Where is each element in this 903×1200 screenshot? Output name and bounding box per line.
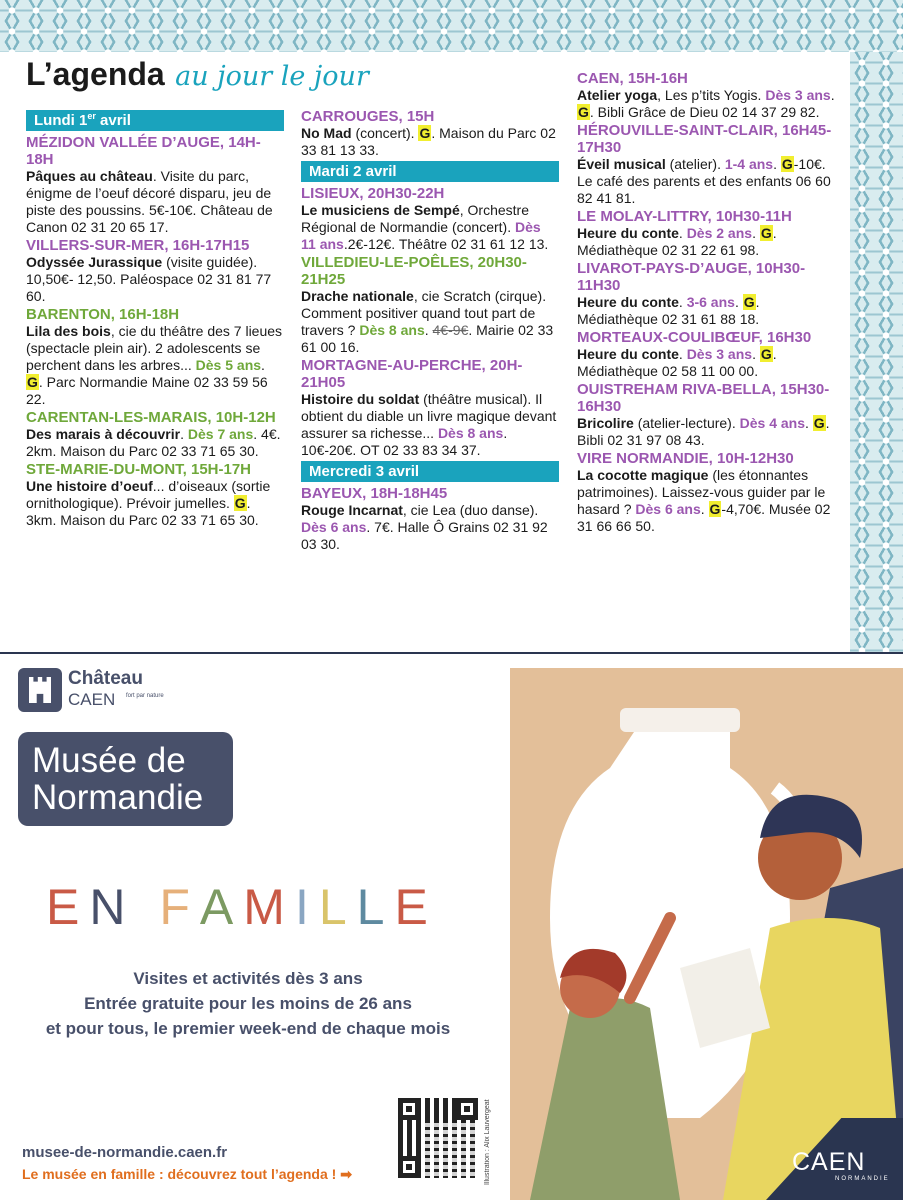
agenda-title-script: au jour le jour [175,61,369,92]
event-location-time: MÉZIDON VALLÉE D’AUGE, 14H-18H [26,134,261,168]
age-label: 3-6 ans [686,294,735,310]
age-label: Dès 8 ans [359,322,425,338]
event-location-time: HÉROUVILLE-SAINT-CLAIR, 16H45-17H30 [577,122,832,156]
event-description: Bricolire (atelier-lecture). Dès 4 ans. G. Bibli 02 31 97 08 43. [577,415,830,448]
free-badge: G [234,495,246,511]
event-location-time: BAYEUX, 18H-18H45 [301,485,448,502]
famille-letter: M [243,879,295,935]
event-title: La cocotte magique [577,467,709,483]
event-title: Odyssée Jurassique [26,254,163,270]
event-location-time: VILLEDIEU-LE-POÊLES, 20H30-21H25 [301,254,527,288]
arrow-right-icon: ➡ [340,1166,353,1182]
free-badge: G [781,156,793,172]
event-title: Heure du conte [577,346,679,362]
castle-icon [18,668,62,712]
event-title: Le musiciens de Sempé [301,202,460,218]
agenda-column-3 [577,70,843,536]
famille-letter: I [294,879,319,935]
free-badge: G [813,415,825,431]
age-label: Dès 4 ans [739,415,805,431]
event-title: Lila des bois [26,323,111,339]
event-title: Histoire du soldat [301,391,420,407]
age-label: Dès 11 ans [301,219,541,252]
event-description: Odyssée Jurassique (visite guidée). 10,50€- 12,50. Paléospace 02 31 81 77 60. [26,254,272,304]
tagline-line-1: Visites et activités dès 3 ans [133,969,363,988]
event-location-time: MORTAGNE-AU-PERCHE, 20H-21H05 [301,357,523,391]
illustration-credit: Illustration : Alix Lauvergeat [484,1099,491,1185]
famille-letter: F [159,879,200,935]
day-header: Mercredi 3 avril [301,461,559,482]
event-description: La cocotte magique (les étonnantes patrimoines). Laissez-vous guider par le hasard ? Dès 6 ans. G-4,70€. Musée 02 31 66 66 50. [577,467,831,534]
event-location-time: CARROUGES, 15H [301,108,435,125]
event-title: No Mad [301,125,352,141]
free-badge: G [760,346,772,362]
tagline-line-3: et pour tous, le premier week-end de chaque mois [45,1019,451,1038]
event-description: Lila des bois, cie du théâtre des 7 lieues (spectacle plein air). 2 adolescents se perchent dans les arbres... Dès 5 ans. G. Parc Normandie Maine 02 33 59 56 22. [26,323,283,407]
event-location-time: MORTEAUX-COULIBŒUF, 16H30 [577,329,812,346]
en-famille-heading [46,878,438,936]
event-title: Atelier yoga [577,87,658,103]
event-title: Pâques au château [26,168,153,184]
event-location-time: CAEN, 15H-16H [577,70,688,87]
famille-letter: E [46,879,90,935]
vase-rim [620,708,740,732]
famille-letter: N [89,879,136,935]
free-badge: G [743,294,755,310]
famille-letter [135,878,159,936]
famille-letter: E [394,879,438,935]
agenda-cta-link[interactable] [22,1166,352,1183]
age-label: Dès 2 ans [686,225,753,241]
caen-logo-subtext: NORMANDIE [835,1176,890,1182]
famille-letter: A [199,879,244,935]
website-link[interactable]: musee-de-normandie.caen.fr [22,1144,228,1161]
event-title: Heure du conte [577,294,679,310]
event-description: Histoire du soldat (théâtre musical). Il obtient du diable un livre magique devant assurer sa richesse... Dès 8 ans. 10€-20€. OT 02 33 83 34 37. [301,391,557,458]
price-strikethrough: 4€-9€ [432,322,469,338]
free-badge: G [419,125,431,141]
event-description: Éveil musical (atelier). 1-4 ans. G-10€. Le café des parents et des enfants 06 60 82 41 81. [577,156,831,206]
event-location-time: VILLERS-SUR-MER, 16H-17H15 [26,237,250,254]
qr-code[interactable] [398,1098,478,1178]
event-description: Drache nationale, cie Scratch (cirque). Comment positiver quand tout part de travers ? Dès 8 ans. 4€-9€. Mairie 02 33 61 00 16. [301,288,554,355]
event-title: Drache nationale [301,288,414,304]
event-title: Des marais à découvrir [26,426,181,442]
event-location-time: VIRE NORMANDIE, 10H-12H30 [577,450,794,467]
agenda-title [26,56,369,100]
event-title: Une histoire d’oeuf [26,478,153,494]
event-description: Heure du conte. 3-6 ans. G. Médiathèque 02 31 61 88 18. [577,294,760,327]
age-label: Dès 6 ans [301,519,367,535]
day-header: Mardi 2 avril [301,161,559,182]
age-label: 1-4 ans [724,156,774,172]
event-title: Rouge Incarnat [301,502,403,518]
chateau-caen-logo[interactable] [18,668,164,714]
logo-name: Château [68,668,143,689]
event-location-time: LIVAROT-PAYS-D’AUGE, 10H30-11H30 [577,260,806,294]
event-title: Bricolire [577,415,634,431]
event-location-time: LE MOLAY-LITTRY, 10H30-11H [577,208,792,225]
event-location-time: LISIEUX, 20H30-22H [301,185,445,202]
decorative-pattern-top [0,0,903,52]
event-description: Une histoire d’oeuf... d’oiseaux (sortie ornithologique). Prévoir jumelles. G. 3km. Maison du Parc 02 33 71 65 30. [26,478,271,528]
free-badge: G [709,501,721,517]
event-title: Heure du conte [577,225,679,241]
divider [0,652,903,654]
age-label: Dès 3 ans [686,346,753,362]
event-description: No Mad (concert). G. Maison du Parc 02 33 81 13 33. [301,125,556,158]
age-label: Dès 6 ans [635,501,701,517]
event-description: Heure du conte. Dès 2 ans. G. Médiathèque 02 31 22 61 98. [577,225,777,258]
logo-tagline: fort par nature [126,693,164,699]
age-label: Dès 3 ans [765,87,831,103]
musee-logo-box [18,732,233,826]
free-badge: G [760,225,772,241]
event-description: Des marais à découvrir. Dès 7 ans. 4€. 2km. Maison du Parc 02 33 71 65 30. [26,426,281,459]
agenda-column-2 [301,108,559,554]
famille-letter: L [356,879,395,935]
musee-title: Musée de Normandie [32,741,204,817]
decorative-pattern-right [850,52,903,652]
logo-city: CAEN [68,690,116,709]
event-description: Atelier yoga, Les p’tits Yogis. Dès 3 ans. G. Bibli Grâce de Dieu 02 14 37 29 82. [577,87,835,120]
age-label: Dès 7 ans [187,426,254,442]
event-description: Pâques au château. Visite du parc, énigme de l’oeuf décoré disparu, jeu de piste des poussins. 5€-10€. Château de Canon 02 31 20 65 17. [26,168,273,235]
event-description: Le musiciens de Sempé, Orchestre Régional de Normandie (concert). Dès 11 ans.2€-12€. Théâtre 02 31 61 12 13. [301,202,549,252]
event-location-time: STE-MARIE-DU-MONT, 15H-17H [26,461,252,478]
day-header: Lundi 1er avril [26,110,284,131]
free-badge: G [578,104,589,120]
tagline-line-2: Entrée gratuite pour les moins de 26 ans [84,994,412,1013]
age-label: Dès 8 ans [437,425,504,441]
event-location-time: BARENTON, 16H-18H [26,306,180,323]
event-description: Rouge Incarnat, cie Lea (duo danse). Dès 6 ans. 7€. Halle Ô Grains 02 31 92 03 30. [301,502,548,552]
caen-logo-text: CAEN [792,1148,866,1176]
age-label: Dès 5 ans [195,357,262,373]
agenda-title-main: L’agenda [26,56,165,92]
event-title: Éveil musical [577,156,666,172]
event-description: Heure du conte. Dès 3 ans. G. Médiathèque 02 58 11 00 00. [577,346,777,379]
agenda-column-1 [26,108,284,530]
event-location-time: OUISTREHAM RIVA-BELLA, 15H30-16H30 [577,381,830,415]
event-location-time: CARENTAN-LES-MARAIS, 10H-12H [26,409,276,426]
cta-text: Le musée en famille : découvrez tout l’agenda ! [22,1166,337,1182]
ad-tagline [0,966,496,1041]
free-badge: G [27,374,38,390]
famille-letter: L [318,879,357,935]
